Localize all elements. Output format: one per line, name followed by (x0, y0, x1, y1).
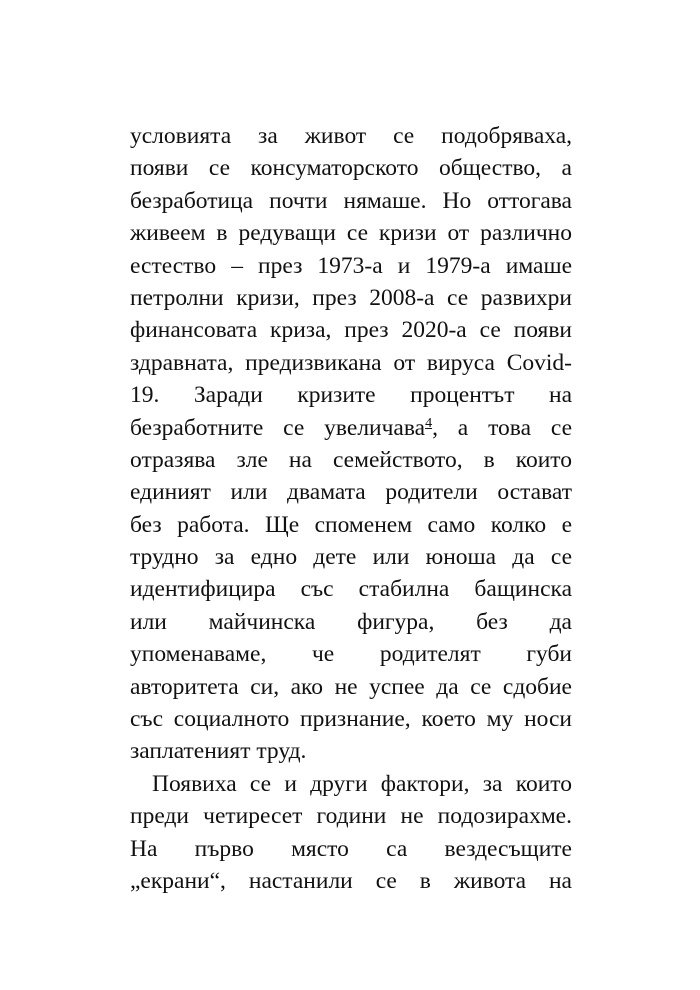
text-line: естество – през 1973-а и 1979-а имаше (130, 252, 572, 279)
paragraph-2 (130, 768, 572, 898)
text-line: живеем в редуващи се кризи от различно (130, 220, 572, 247)
text-line: появи се консуматорското общество, а (130, 155, 572, 182)
text-line: идентифицира със стабилна бащинска (130, 576, 572, 603)
text-line: единият или двамата родители остават (130, 479, 572, 506)
text-line: безработица почти нямаше. Но оттогава (130, 187, 572, 214)
text-line: или майчинска фигура, без да (130, 608, 572, 635)
text-line: На първо място са вездесъщите (130, 835, 572, 862)
text-line: условията за живот се подобряваха, (130, 123, 572, 149)
text-line: преди четиресет години не подозирахме. (130, 803, 572, 830)
page-text (130, 120, 572, 897)
text-line: 19. Заради кризите процентът на (130, 382, 572, 409)
text-line: отразява зле на семейството, в които (130, 446, 572, 473)
footnote-reference[interactable]: 4 (425, 415, 433, 431)
paragraph-1 (130, 120, 572, 768)
text-line: „екрани“, настанили се в живота на (130, 867, 572, 894)
text-line: със социалното признание, което му носи (130, 706, 572, 733)
line-text: безработните се увеличава (130, 414, 426, 441)
text-line: финансовата криза, през 2020-а се появи (130, 317, 572, 344)
text-line: заплатеният труд. (130, 738, 307, 765)
text-line: петролни кризи, през 2008-а се развихри (130, 284, 572, 311)
text-line: упоменаваме, че родителят губи (130, 641, 572, 668)
text-line: авторитета си, ако не успее да се сдобие (130, 673, 572, 700)
text-line: без работа. Ще споменем само колко е (130, 511, 572, 538)
text-line: здравната, предизвикана от вируса Covid- (130, 349, 572, 376)
text-line-with-footnote (130, 412, 572, 444)
text-line: Появиха се и други фактори, за които (152, 770, 572, 797)
line-text: , а това се (432, 414, 572, 441)
text-line: трудно за едно дете или юноша да се (130, 544, 572, 571)
